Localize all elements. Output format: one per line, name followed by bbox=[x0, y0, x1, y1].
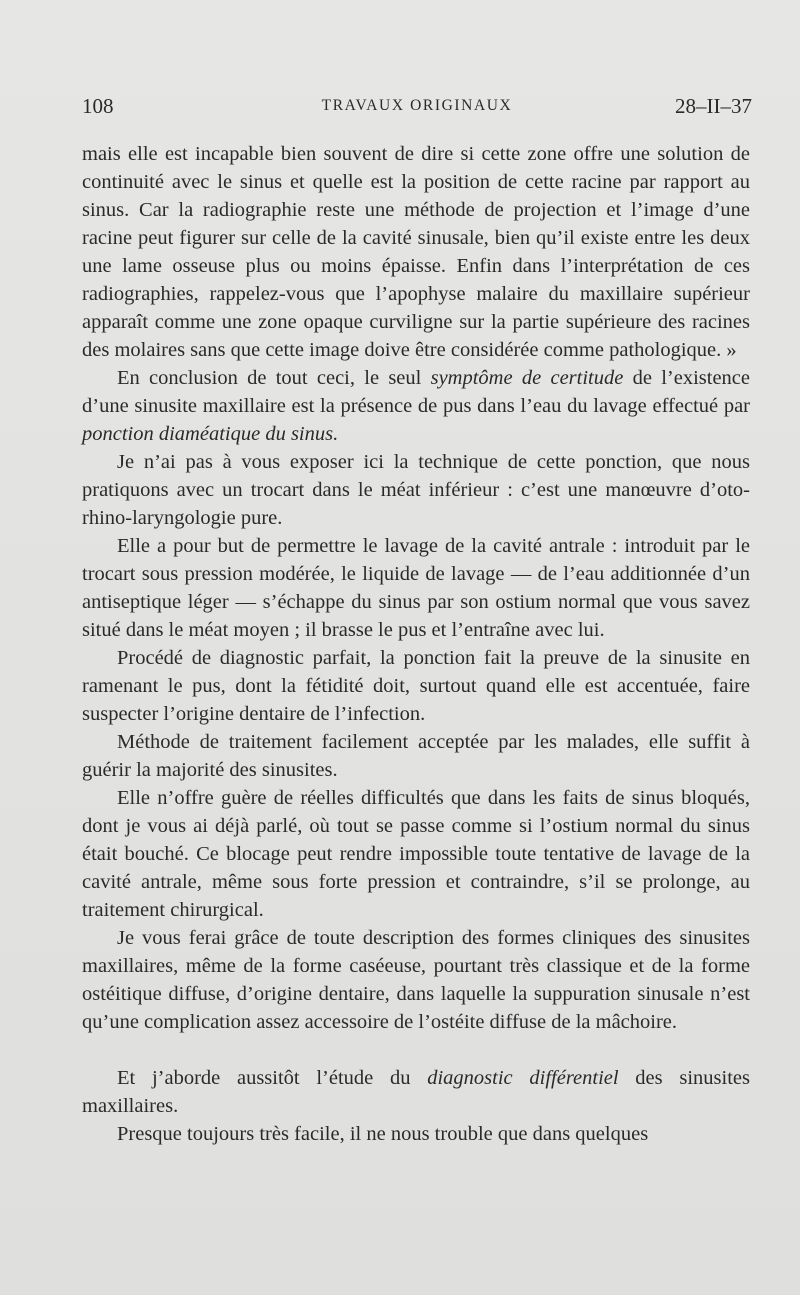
body-text bbox=[82, 140, 750, 1148]
text-run: Je vous ferai grâce de toute description des formes cliniques des sinusites maxillaires, même de la forme caséeuse, pourtant très classique et de la forme ostéitique diffuse, d’origine dentaire, dans laquelle la suppuration sinusale n’est qu’une complication assez accessoire de l’ostéite diffuse de la mâchoire. bbox=[82, 927, 750, 1033]
paragraph bbox=[82, 532, 750, 644]
text-run: Et j’aborde aussitôt l’étude du bbox=[117, 1067, 428, 1089]
text-run: Presque toujours très facile, il ne nous trouble que dans quelques bbox=[117, 1123, 649, 1145]
italic-text: symptôme de certitude bbox=[430, 367, 624, 389]
text-run: mais elle est incapable bien souvent de dire si cette zone offre une solution de continuité avec le sinus et quelle est la position de cette racine par rapport au sinus. Car la radiographie reste une méthode de projection et l’image d’une racine peut figurer sur celle de la cavité sinusale, bien qu’il existe entre les deux une lame osseuse plus ou moins épaisse. Enfin dans l’interprétation de ces radiographies, rappelez-vous que l’apophyse malaire du maxillaire supérieur apparaît comme une zone opaque curviligne sur la partie supérieure des racines des molaires sans que cette image doive être considérée comme pathologique. » bbox=[82, 143, 750, 361]
issue-date: 28–II–37 bbox=[675, 94, 752, 118]
paragraph bbox=[82, 1064, 750, 1120]
paragraph bbox=[82, 1120, 750, 1148]
text-run: des sinusites maxillaires. bbox=[82, 1067, 750, 1117]
running-title: TRAVAUX ORIGINAUX bbox=[321, 97, 513, 114]
paragraph bbox=[82, 728, 750, 784]
paragraph bbox=[82, 140, 750, 364]
italic-text: diagnostic différentiel bbox=[427, 1067, 619, 1089]
text-run: En conclusion de tout ceci, le seul bbox=[117, 367, 431, 389]
page-header bbox=[82, 94, 752, 124]
paragraph bbox=[82, 644, 750, 728]
text-run: Méthode de traitement facilement acceptée par les malades, elle suffit à guérir la majorité des sinusites. bbox=[82, 731, 750, 781]
text-run: de l’existence d’une sinusite maxillaire est la présence de pus dans l’eau du lavage effectué par bbox=[82, 367, 750, 417]
text-run: Elle a pour but de permettre le lavage de la cavité antrale : introduit par le trocart sous pression modérée, le liquide de lavage — de l’eau additionnée d’un antiseptique léger — s’échappe du sinus par son ostium normal que vous savez situé dans le méat moyen ; il brasse le pus et l’entraîne avec lui. bbox=[82, 535, 750, 641]
italic-text: ponction diaméatique du sinus. bbox=[82, 423, 339, 445]
paragraph bbox=[82, 364, 750, 448]
page-number: 108 bbox=[82, 94, 114, 118]
text-run: Procédé de diagnostic parfait, la ponction fait la preuve de la sinusite en ramenant le pus, dont la fétidité doit, surtout quand elle est accentuée, faire suspecter l’origine dentaire de l’infection. bbox=[82, 647, 750, 725]
paragraph bbox=[82, 924, 750, 1036]
text-run: Elle n’offre guère de réelles difficultés que dans les faits de sinus bloqués, dont je vous ai déjà parlé, où tout se passe comme si l’ostium normal du sinus était bouché. Ce blocage peut rendre impossible toute tentative de lavage de la cavité antrale, même sous forte pression et contraindre, s’il se prolonge, au traitement chirurgical. bbox=[82, 787, 750, 921]
paragraph bbox=[82, 784, 750, 924]
paragraph bbox=[82, 448, 750, 532]
text-run: Je n’ai pas à vous exposer ici la technique de cette ponction, que nous pratiquons avec un trocart dans le méat inférieur : c’est une manœuvre d’oto-rhino-laryngologie pure. bbox=[82, 451, 750, 529]
